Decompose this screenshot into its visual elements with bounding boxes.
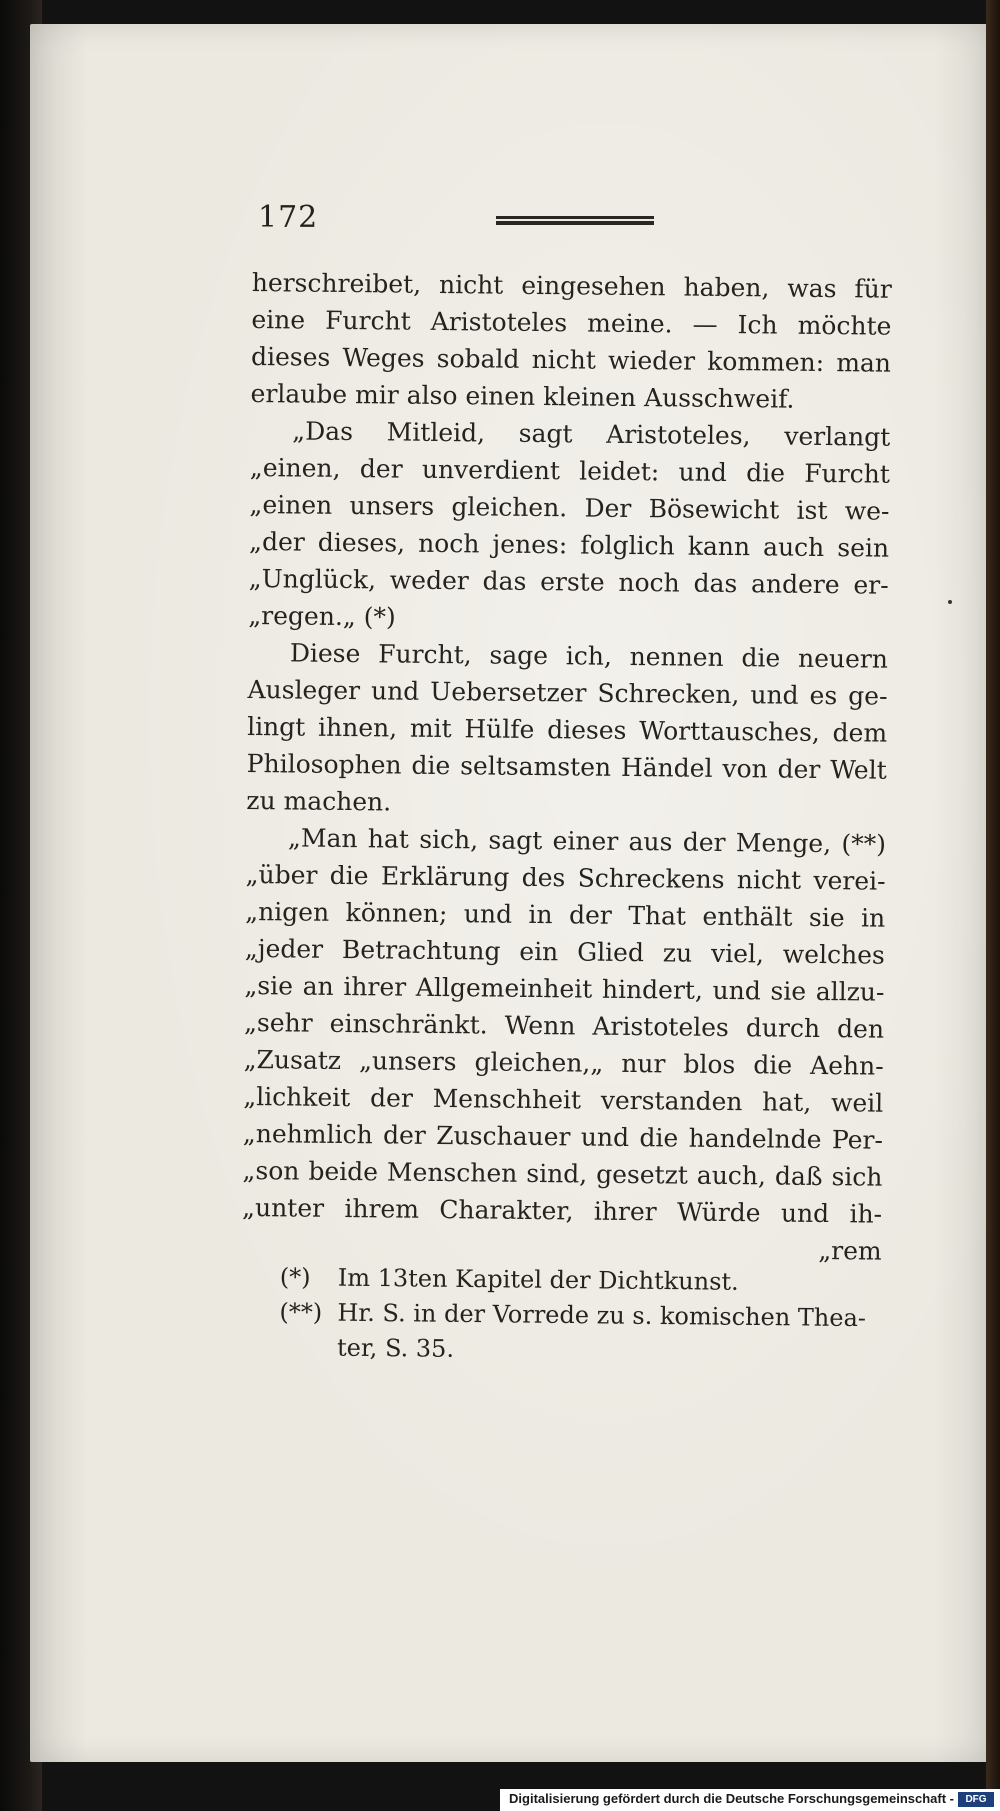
- paper-speck: [948, 600, 952, 604]
- text-line: „lichkeit der Menschheit verstanden hat, weil: [243, 1081, 884, 1118]
- text-line: zu machen.: [246, 785, 392, 817]
- body-text: [242, 264, 892, 1270]
- footnote-text: Im 13ten Kapitel der Dichtkunst.: [337, 1263, 739, 1296]
- footnote-text: Hr. S. in der Vorrede zu s. komischen Thea-: [337, 1298, 867, 1333]
- footnote-continuation: ter, S. 35.: [336, 1333, 455, 1363]
- text-line: „unter ihrem Charakter, ihrer Würde und ih-: [241, 1192, 883, 1229]
- footnote-mark: (*): [279, 1262, 311, 1292]
- text-line: herschreibet, nicht eingesehen haben, was für: [251, 267, 892, 304]
- text-line: „Man hat sich, sagt einer aus der Menge, (**): [287, 823, 887, 859]
- text-line: „sehr einschränkt. Wenn Aristoteles durch den: [243, 1007, 885, 1044]
- text-line: „regen.„ (*): [248, 600, 396, 632]
- text-line: „Zusatz „unsers gleichen,„ nur blos die Aehn-: [243, 1044, 884, 1081]
- text-line: „der dieses, noch jenes: folglich kann auch sein: [248, 526, 890, 563]
- text-line: dieses Weges sobald nicht wieder kommen: man: [250, 341, 892, 378]
- text-line: „nehmlich der Zuschauer und die handelnde Per-: [242, 1118, 884, 1155]
- text-line: lingt ihnen, mit Hülfe dieses Worttausches, dem: [247, 711, 888, 748]
- page-header: [258, 200, 698, 240]
- page-number: 172: [258, 200, 319, 235]
- footnotes: [279, 1260, 880, 1371]
- catchword: „rem: [818, 1235, 882, 1266]
- dfg-logo-icon: DFG: [958, 1792, 994, 1807]
- text-line: „nigen können; und in der That enthält sie in: [245, 896, 886, 933]
- text-line: „einen unsers gleichen. Der Bösewicht ist we-: [249, 489, 890, 526]
- text-line: Philosophen die seltsamsten Händel von der Welt: [246, 748, 887, 785]
- text-line: „Das Mitleid, sagt Aristoteles, verlangt: [292, 416, 891, 452]
- text-line: Diese Furcht, sage ich, nennen die neuern: [289, 638, 889, 674]
- footnote-mark: (**): [279, 1297, 323, 1327]
- text-line: „einen, der unverdient leidet: und die Furcht: [249, 452, 890, 489]
- text-line: eine Furcht Aristoteles meine. — Ich möchte: [251, 304, 892, 341]
- text-line: „Unglück, weder das erste noch das andere er-: [248, 563, 889, 600]
- digitization-credit-bar: [500, 1789, 1000, 1811]
- text-line: erlaube mir also einen kleinen Ausschweif.: [250, 378, 795, 414]
- digitization-credit: Digitalisierung gefördert durch die Deutsche Forschungsgemeinschaft -: [509, 1791, 954, 1806]
- text-line: Ausleger und Uebersetzer Schrecken, und es ge-: [247, 674, 888, 711]
- text-line: „über die Erklärung des Schreckens nicht verei-: [245, 859, 886, 896]
- header-rule: [496, 216, 654, 225]
- text-line: „son beide Menschen sind, gesetzt auch, daß sich: [242, 1155, 883, 1192]
- text-line: „sie an ihrer Allgemeinheit hindert, und sie allzu-: [244, 970, 885, 1007]
- text-line: „jeder Betrachtung ein Glied zu viel, welches: [244, 933, 885, 970]
- book-edge: [986, 0, 1000, 1811]
